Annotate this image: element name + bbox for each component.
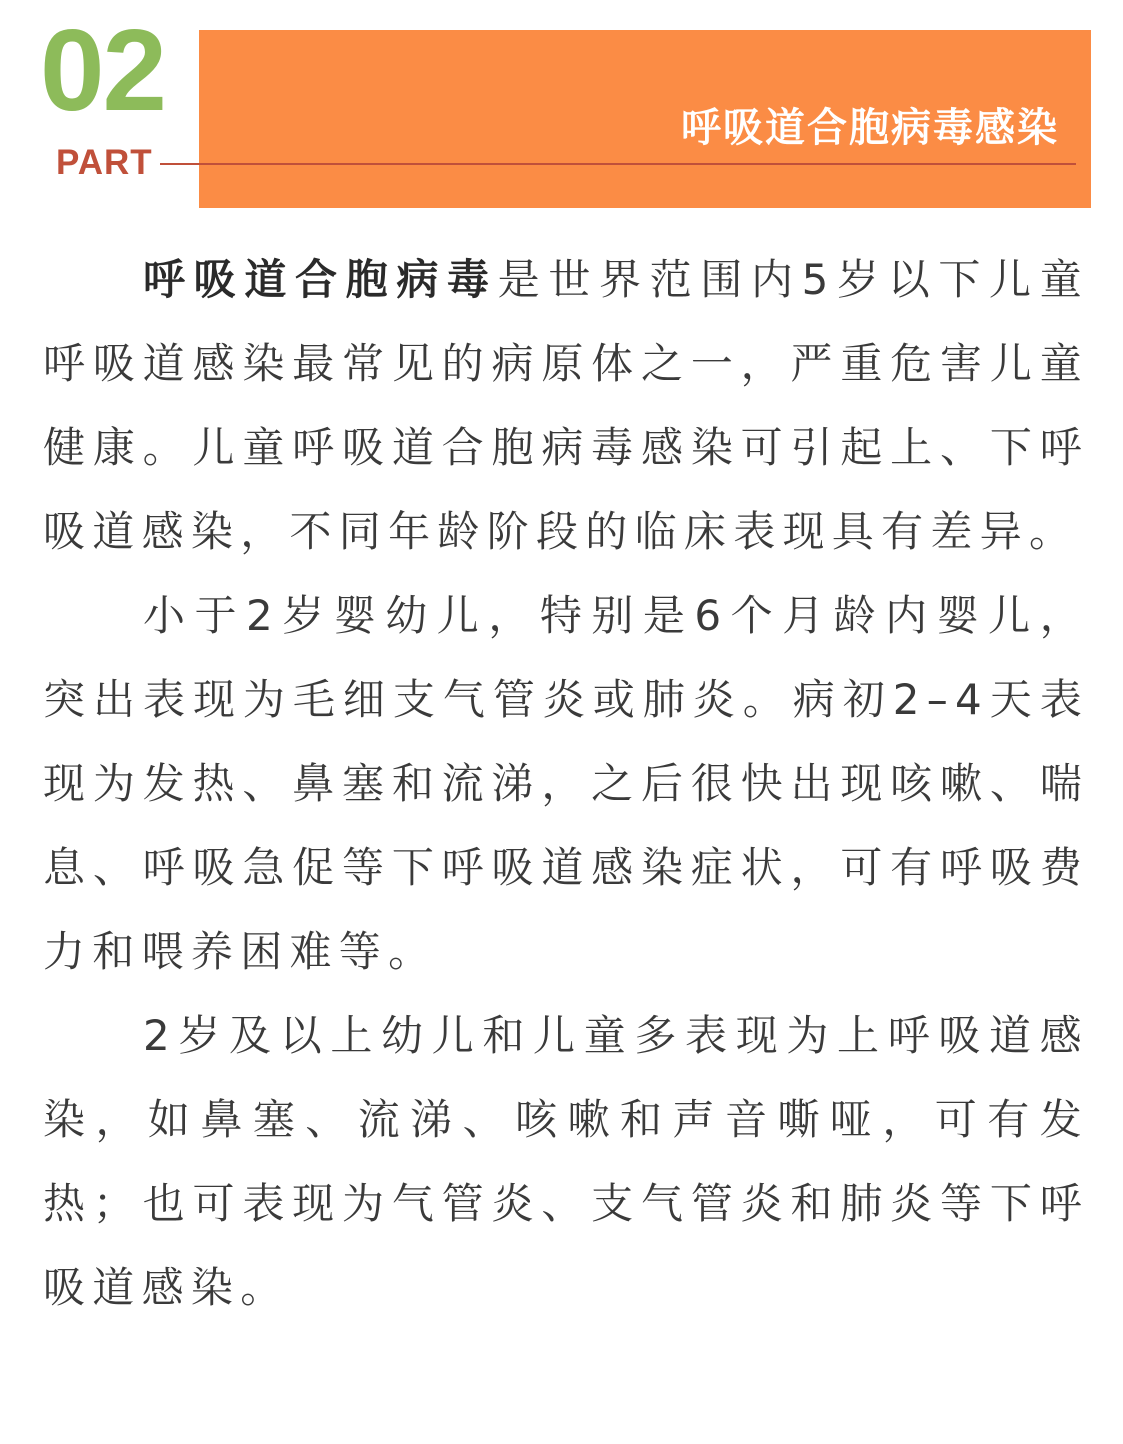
paragraph-keyword: 呼吸道合胞病毒 [143,255,498,304]
paragraph-children [43,994,1089,1330]
part-divider-line [160,163,1076,165]
paragraph-infants [43,574,1089,994]
paragraph-text: 小于2岁婴幼儿，特别是6个月龄内婴儿，突出表现为毛细支气管炎或肺炎。病初2–4天表现为发热、鼻塞和流涕，之后很快出现咳嗽、喘息、呼吸急促等下呼吸道感染症状，可有呼吸费力和喂养困难等。 [43,591,1089,976]
paragraph-text: 2岁及以上幼儿和儿童多表现为上呼吸道感染，如鼻塞、流涕、咳嗽和声音嘶哑，可有发热；也可表现为气管炎、支气管炎和肺炎等下呼吸道感染。 [43,1011,1089,1312]
part-label: PART [56,143,153,182]
paragraph-text: 是世界范围内5岁以下儿童呼吸道感染最常见的病原体之一，严重危害儿童健康。儿童呼吸道合胞病毒感染可引起上、下呼吸道感染，不同年龄阶段的临床表现具有差异。 [43,255,1089,556]
section-title: 呼吸道合胞病毒感染 [681,105,1059,151]
paragraph-intro [43,238,1089,574]
article-body [43,238,1089,1330]
title-banner [199,30,1091,208]
part-number: 02 [40,5,166,135]
section-header [0,0,1123,220]
